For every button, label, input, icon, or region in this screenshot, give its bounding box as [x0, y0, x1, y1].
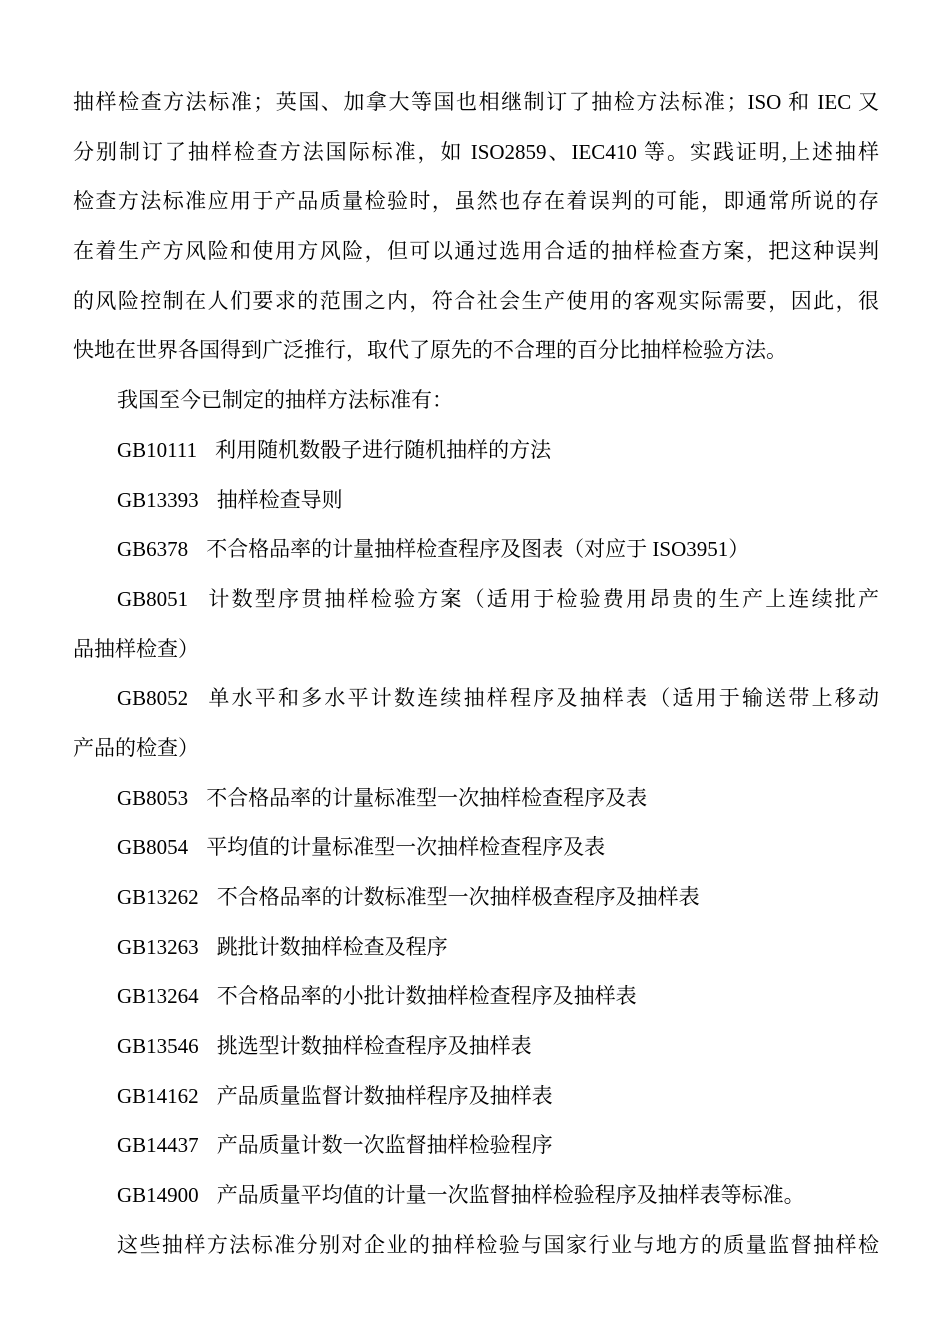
standard-item — [73, 972, 879, 1022]
standard-item — [73, 873, 879, 923]
standard-code: GB14437 — [117, 1133, 199, 1158]
paragraph-line: 在着生产方风险和使用方风险，但可以通过选用合适的抽样检查方案，把这种误判 — [73, 239, 879, 264]
standards-intro: 我国至今已制定的抽样方法标准有： — [117, 388, 453, 413]
standard-title: 跳批计数抽样检查及程序 — [216, 934, 448, 959]
standard-item — [73, 575, 879, 625]
closing-paragraph-line: 这些抽样方法标准分别对企业的抽样检验与国家行业与地方的质量监督抽样检 — [117, 1232, 879, 1257]
standard-code: GB13263 — [117, 934, 199, 959]
standard-title: 不合格品率的计量标准型一次抽样检查程序及表 — [206, 785, 648, 810]
standard-item — [73, 923, 879, 973]
standard-title: 不合格品率的小批计数抽样检查程序及抽样表 — [216, 984, 637, 1009]
standard-title: 不合格品率的计数标准型一次抽样极查程序及抽样表 — [216, 885, 700, 909]
standard-code: GB13262 — [117, 885, 199, 909]
standard-code: GB8053 — [117, 785, 189, 810]
standard-item-continuation: 品抽样检查） — [73, 636, 199, 661]
standard-title: 产品质量监督计数抽样程序及抽样表 — [216, 1083, 553, 1108]
standard-title: 产品质量平均值的计量一次监督抽样检验程序及抽样表等标准。 — [216, 1183, 805, 1208]
standard-code: GB8051 — [117, 586, 189, 611]
standard-code: GB13264 — [117, 984, 199, 1009]
standard-item — [73, 1171, 879, 1221]
standard-item — [73, 525, 879, 575]
standard-title: 计数型序贯抽样检验方案（适用于检验费用昂贵的生产上连续批产 — [206, 586, 879, 611]
standard-code: GB6378 — [117, 537, 189, 562]
standard-title: 不合格品率的计量抽样检查程序及图表（对应于 ISO3951） — [206, 537, 750, 562]
standard-title: 单水平和多水平计数连续抽样程序及抽样表（适用于输送带上移动 — [206, 686, 879, 711]
standard-item — [73, 774, 879, 824]
paragraph-line: 检查方法标准应用于产品质量检验时，虽然也存在着误判的可能，即通常所说的存 — [73, 189, 879, 214]
standard-title: 挑选型计数抽样检查程序及抽样表 — [216, 1034, 532, 1059]
standard-item — [73, 426, 879, 476]
standard-item — [73, 823, 879, 873]
standard-code: GB14900 — [117, 1183, 199, 1208]
paragraph-line: 的风险控制在人们要求的范围之内，符合社会生产使用的客观实际需要，因此，很 — [73, 288, 879, 313]
paragraph-line: 抽样检查方法标准；英国、加拿大等国也相继制订了抽检方法标准；ISO 和 IEC 又 — [73, 90, 879, 114]
standard-item — [73, 1022, 879, 1072]
paragraph-line: 分别制订了抽样检查方法国际标准，如 ISO2859、IEC410 等。实践证明,上述抽样 — [73, 139, 879, 164]
standard-item — [73, 476, 879, 526]
standard-item — [73, 674, 879, 724]
standard-title: 抽样检查导则 — [216, 487, 343, 512]
standard-title: 利用随机数骰子进行随机抽样的方法 — [215, 437, 552, 462]
standard-item — [73, 1072, 879, 1122]
standard-code: GB13393 — [117, 487, 199, 512]
standard-code: GB14162 — [117, 1083, 199, 1108]
standard-code: GB13546 — [117, 1034, 199, 1059]
standard-code: GB10111 — [117, 437, 198, 462]
standard-title: 平均值的计量标准型一次抽样检查程序及表 — [206, 835, 606, 860]
standard-item — [73, 1121, 879, 1171]
standard-code: GB8052 — [117, 686, 189, 711]
document-page — [73, 78, 879, 1271]
standard-item-continuation: 产品的检查） — [73, 735, 199, 760]
standard-title: 产品质量计数一次监督抽样检验程序 — [216, 1133, 553, 1158]
standard-code: GB8054 — [117, 835, 189, 860]
paragraph-line: 快地在世界各国得到广泛推行，取代了原先的不合理的百分比抽样检验方法。 — [73, 338, 787, 363]
